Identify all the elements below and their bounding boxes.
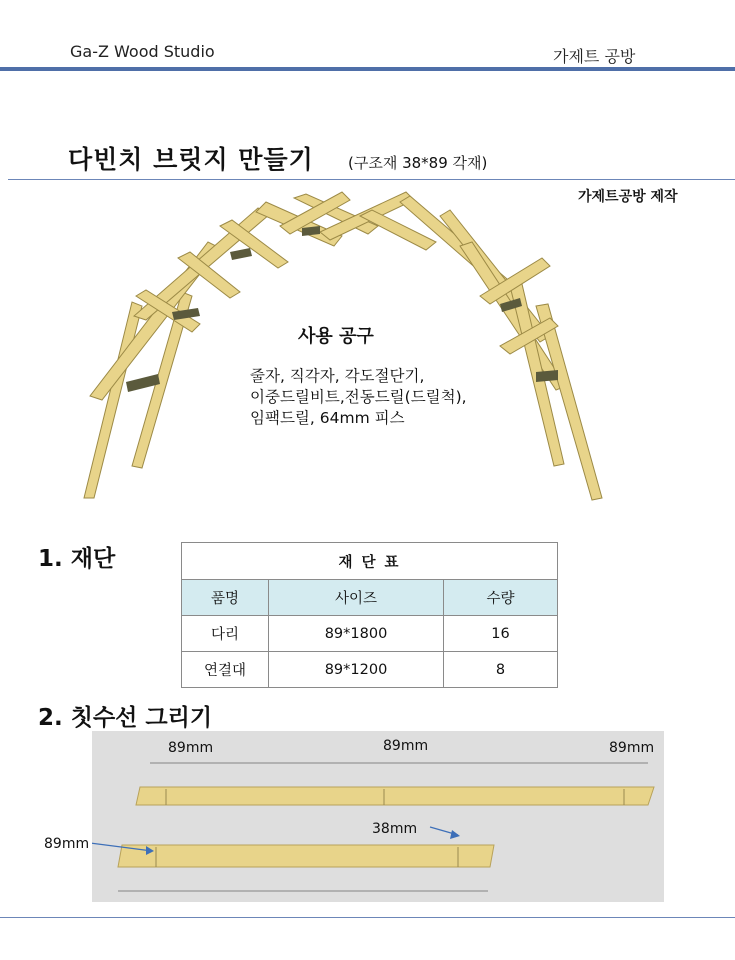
label-dim-mid: 38mm [372, 821, 418, 837]
label-dim-top-left: 89mm [168, 740, 214, 756]
tools-line-1: 줄자, 직각자, 각도절단기, [250, 367, 425, 385]
cell-size: 89*1200 [269, 652, 444, 688]
col-header-item: 품명 [182, 580, 269, 616]
label-dim-left: 89mm [44, 836, 90, 852]
tools-line-2: 이중드릴비트,전동드릴(드릴척), [250, 388, 467, 406]
table-row [182, 652, 558, 688]
cell-item: 연결대 [182, 652, 269, 688]
section-cutting-title: 1. 재단 [38, 546, 116, 572]
title-rule [8, 179, 735, 180]
header-rule [0, 67, 735, 71]
col-header-qty: 수량 [444, 580, 558, 616]
cutting-table [181, 542, 558, 688]
header-workshop-name: 가제트 공방 [553, 47, 636, 66]
credit-text: 가제트공방 제작 [578, 189, 678, 205]
page-title: 다빈치 브릿지 만들기 [68, 145, 314, 174]
plank-drawing [92, 731, 664, 902]
cell-size: 89*1800 [269, 616, 444, 652]
cell-qty: 16 [444, 616, 558, 652]
header-studio-name: Ga-Z Wood Studio [70, 42, 215, 61]
footer-rule [0, 917, 735, 918]
table-row [182, 616, 558, 652]
label-dim-top-mid: 89mm [383, 738, 429, 754]
tools-title: 사용 공구 [298, 326, 374, 347]
col-header-size: 사이즈 [269, 580, 444, 616]
label-dim-top-right: 89mm [609, 740, 655, 756]
cell-qty: 8 [444, 652, 558, 688]
page-subtitle: (구조재 38*89 각재) [348, 154, 488, 172]
section-marking-title: 2. 칫수선 그리기 [38, 705, 213, 731]
marking-render [92, 731, 664, 902]
cutting-table-caption: 재 단 표 [182, 543, 558, 580]
cell-item: 다리 [182, 616, 269, 652]
tools-line-3: 임팩드릴, 64mm 피스 [250, 409, 405, 427]
